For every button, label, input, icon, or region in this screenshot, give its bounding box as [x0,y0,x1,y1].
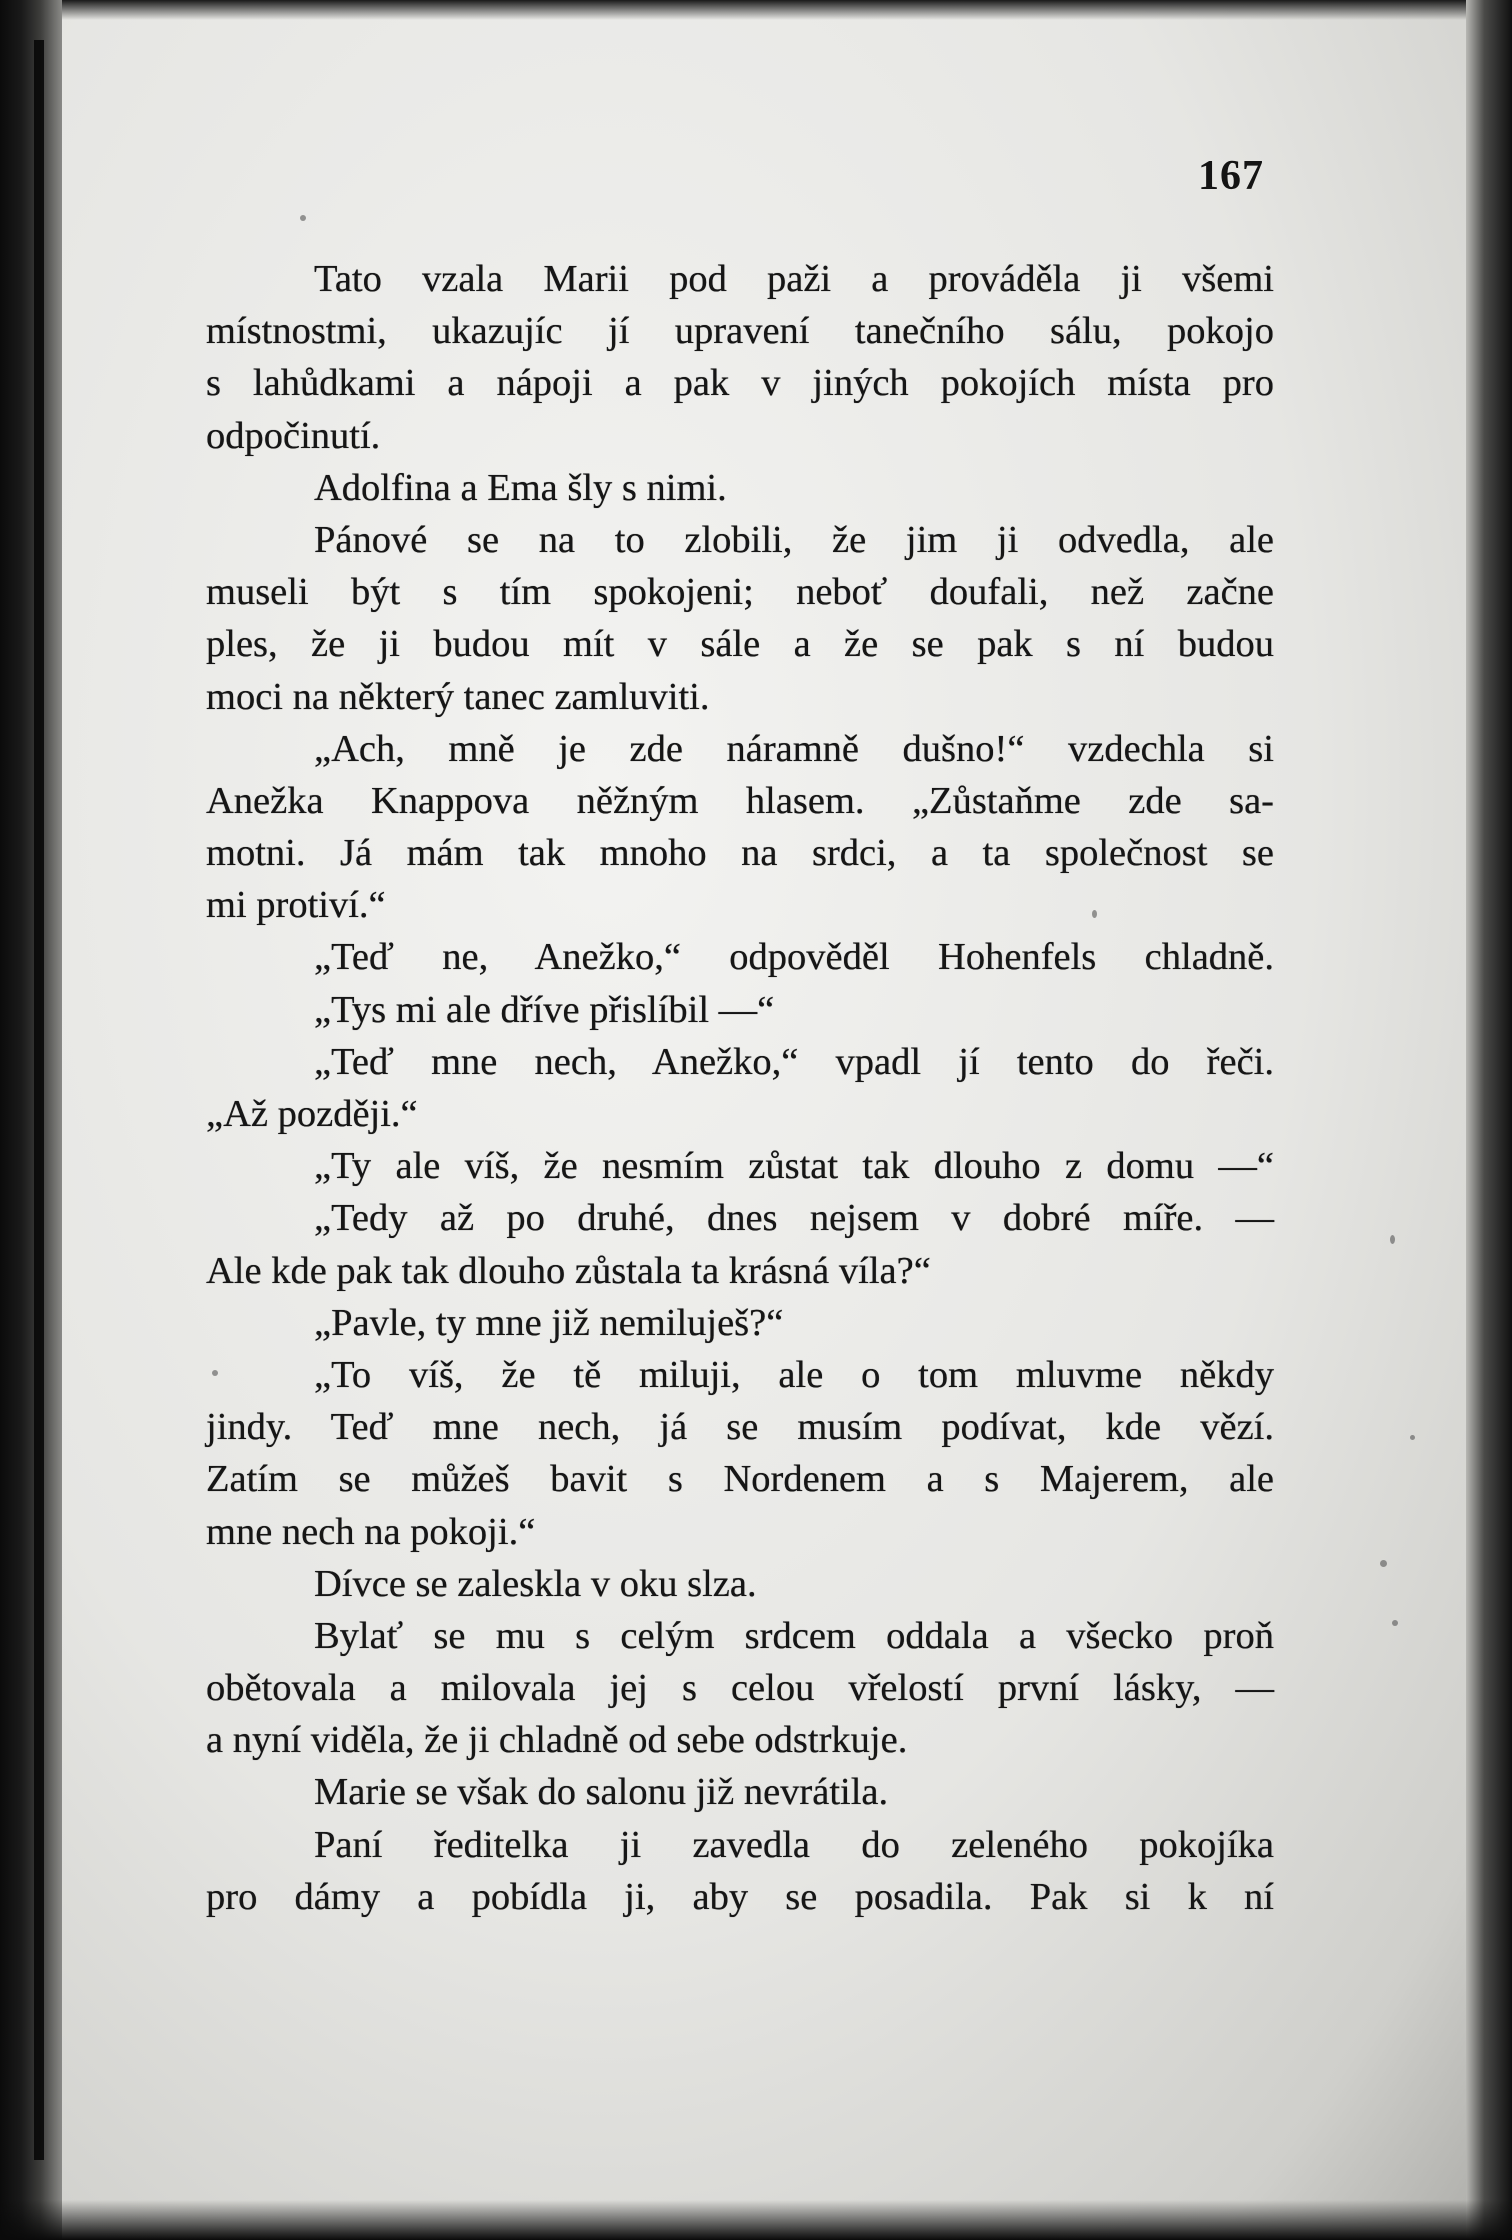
binding-shadow [0,0,62,2240]
binding-edge [34,40,44,2160]
text-line: Zatím se můžeš bavit s Nordenem a s Majerem, ale [206,1458,1274,1501]
text-line: Pánové se na to zlobili, že jim ji odvedla, ale [314,518,1274,561]
paper-speck [1392,1620,1398,1626]
text-line: místnostmi, ukazujíc jí upravení tanečního sálu, pokojo [206,310,1274,353]
text-line: obětovala a milovala jej s celou vřelostí první lásky, — [206,1667,1274,1710]
text-line: „Ty ale víš, že nesmím zůstat tak dlouho z domu —“ [314,1145,1274,1188]
text-line: „Až později.“ [206,1093,418,1135]
text-line: mi protiví.“ [206,884,386,927]
paper-speck [1410,1435,1415,1440]
text-line: ples, že ji budou mít v sále a že se pak s ní budou [206,623,1274,666]
text-line: Anežka Knappova něžným hlasem. „Zůstaňme zde sa- [206,779,1274,822]
page-number: 167 [1198,153,1264,199]
text-line: „Tys mi ale dříve přislíbil —“ [314,988,775,1031]
text-line: mne nech na pokoji.“ [206,1510,536,1553]
text-line: Dívce se zaleskla v oku slza. [314,1562,757,1605]
text-line: Adolfina a Ema šly s nimi. [314,466,727,509]
text-line: Tato vzala Marii pod paži a prováděla ji všemi [314,258,1274,300]
text-line: pro dámy a pobídla ji, aby se posadila. Pak si k ní [206,1875,1274,1918]
text-line: Paní ředitelka ji zavedla do zeleného pokojíka [314,1823,1274,1866]
text-line: „Pavle, ty mne již nemiluješ?“ [314,1301,784,1344]
text-line: jindy. Teď mne nech, já se musím podívat, kde vězí. [206,1406,1274,1449]
top-shadow [0,0,1512,20]
text-line: a nyní viděla, že ji chladně od sebe odstrkuje. [206,1719,908,1762]
bottom-page-edge [0,2200,1512,2240]
paper-speck [1390,1235,1395,1244]
paper-speck [1380,1560,1387,1567]
text-line: „Tedy až po druhé, dnes nejsem v dobré míře. — [314,1197,1274,1240]
body-text [206,253,1274,1923]
text-line: motni. Já mám tak mnoho na srdci, a ta společnost se [206,832,1274,875]
text-line: Ale kde pak tak dlouho zůstala ta krásná víla?“ [206,1249,931,1292]
text-line: „To víš, že tě miluji, ale o tom mluvme někdy [314,1353,1274,1396]
paper-speck [300,215,306,221]
text-line: „Teď ne, Anežko,“ odpověděl Hohenfels chladně. [314,936,1274,979]
text-line: „Ach, mně je zde náramně dušno!“ vzdechla si [314,727,1274,770]
text-line: Bylať se mu s celým srdcem oddala a všecko proň [314,1614,1274,1657]
text-line: odpočinutí. [206,414,381,457]
text-line: Marie se však do salonu již nevrátila. [314,1771,889,1814]
right-page-edge [1466,0,1512,2240]
text-line: museli být s tím spokojeni; neboť doufali, než začne [206,571,1274,614]
text-line: moci na některý tanec zamluviti. [206,675,710,718]
text-line: „Teď mne nech, Anežko,“ vpadl jí tento do řeči. [314,1040,1274,1083]
text-line: s lahůdkami a nápoji a pak v jiných pokojích místa pro [206,362,1274,405]
